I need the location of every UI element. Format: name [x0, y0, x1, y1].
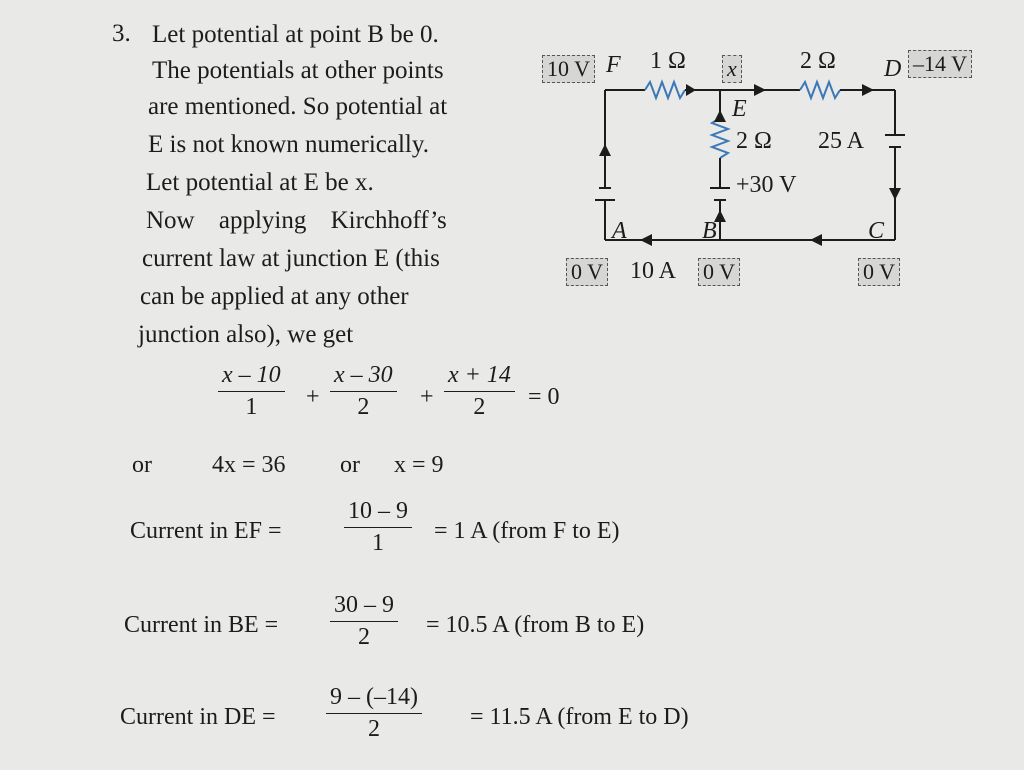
problem-line-1: Let potential at point B be 0. — [152, 21, 439, 48]
problem-line-3: are mentioned. So potential at — [148, 93, 448, 120]
or-text-1: or — [132, 452, 152, 478]
solution-equation-2: x = 9 — [394, 452, 444, 478]
problem-line-4: E is not known numerically. — [148, 131, 429, 158]
current-be-fraction: 30 – 9 2 — [330, 592, 398, 651]
plus-sign-2: + — [420, 384, 434, 410]
current-label-10a: 10 A — [630, 258, 677, 284]
current-be-result: = 10.5 A (from B to E) — [426, 612, 645, 638]
current-de-fraction: 9 – (–14) 2 — [326, 684, 422, 743]
plus-sign-1: + — [306, 384, 320, 410]
fraction-term-1: x – 10 1 — [218, 362, 285, 421]
problem-line-6: Now applying Kirchhoff’s — [146, 207, 447, 234]
voltage-label-f: 10 V — [542, 55, 595, 83]
node-label-d: D — [884, 56, 902, 82]
current-de-label: Current in DE = — [120, 704, 276, 730]
voltage-label-x: x — [722, 55, 742, 83]
fraction-term-2: x – 30 2 — [330, 362, 397, 421]
solution-equation-1: 4x = 36 — [212, 452, 286, 478]
voltage-label-b: +30 V — [736, 172, 797, 198]
node-label-b: B — [702, 218, 717, 244]
problem-number: 3. — [112, 20, 131, 47]
voltage-label-a: 0 V — [566, 258, 608, 286]
current-ef-result: = 1 A (from F to E) — [434, 518, 620, 544]
node-label-a: A — [612, 218, 627, 244]
current-de-result: = 11.5 A (from E to D) — [470, 704, 689, 730]
problem-line-8: can be applied at any other — [140, 283, 409, 310]
resistor-label-3: 2 Ω — [736, 128, 772, 154]
fraction-term-3: x + 14 2 — [444, 362, 515, 421]
resistor-label-2: 2 Ω — [800, 48, 836, 74]
problem-line-5: Let potential at E be x. — [146, 169, 374, 196]
current-ef-fraction: 10 – 9 1 — [344, 498, 412, 557]
problem-line-9: junction also), we get — [138, 321, 354, 348]
problem-line-7: current law at junction E (this — [142, 245, 440, 272]
node-label-f: F — [606, 52, 621, 78]
problem-line-2: The potentials at other points — [152, 57, 444, 84]
or-text-2: or — [340, 452, 360, 478]
voltage-label-bb: 0 V — [698, 258, 740, 286]
node-label-c: C — [868, 218, 885, 244]
current-ef-label: Current in EF = — [130, 518, 282, 544]
equals-zero: = 0 — [528, 384, 560, 410]
voltage-label-c: 0 V — [858, 258, 900, 286]
current-be-label: Current in BE = — [124, 612, 279, 638]
voltage-label-d: –14 V — [908, 50, 972, 78]
resistor-label-1: 1 Ω — [650, 48, 686, 74]
node-label-e: E — [732, 96, 747, 122]
current-label-25a: 25 A — [818, 128, 865, 154]
